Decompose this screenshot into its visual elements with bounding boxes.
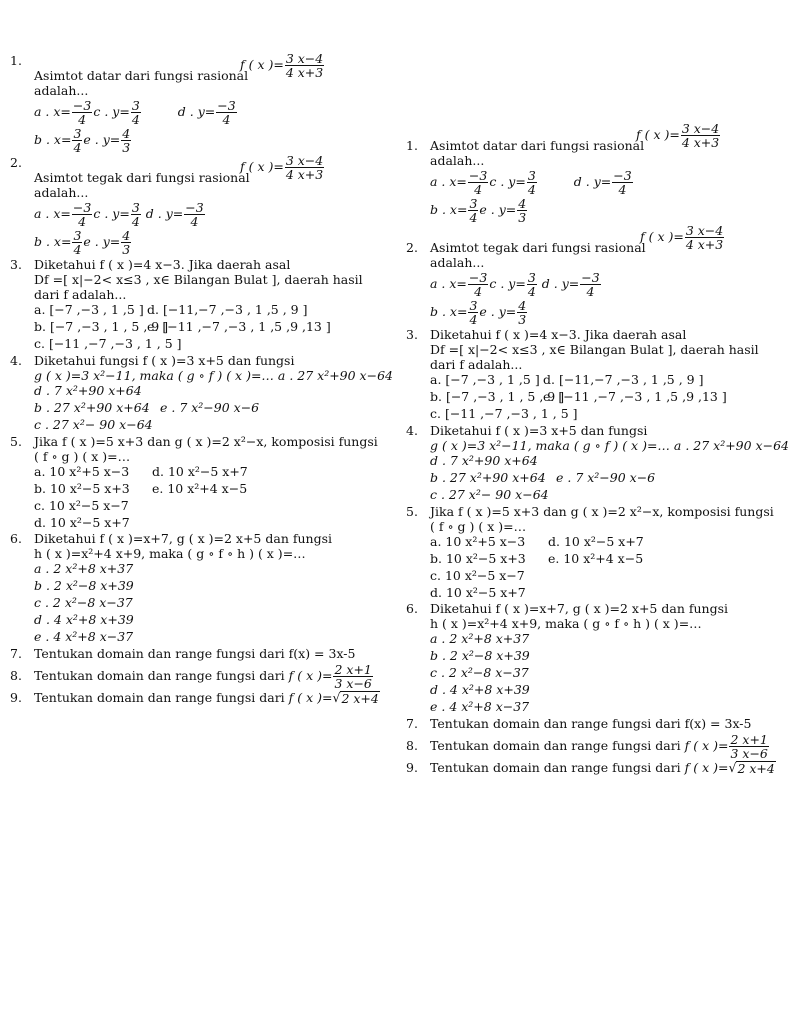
question-text: Tentukan domain dan range fungsi dari f ( x )= √ 2 x+4 [34,690,379,706]
option-a: a. 10 x²+5 x−3 [34,463,130,479]
question-text-cont: adalah... [430,254,485,270]
option-d-2: d. 10 x²−5 x+7 [34,514,130,530]
option-b: b. 10 x²−5 x+3 [34,480,130,496]
option-d: d . y= $\frac{-3}{4}$ [177,97,236,127]
option-b: b. [−7 ,−3 , 1 , 5 , 9 ] [34,318,169,334]
question-4 [406,423,789,504]
question-number: 9. [10,689,22,705]
option-d: d . y= $\frac{-3}{4}$ [145,199,204,229]
option-a: a . x= $\frac{-3}{4}$ [34,97,92,127]
option-b: b . x= $\frac{3}{4}$ [430,297,478,327]
option-e: e. 10 x²+4 x−5 [548,550,644,566]
question-text: Jika f ( x )=5 x+3 dan g ( x )=2 x²−x, komposisi fungsi [430,503,774,519]
option-a: a . x= $\frac{-3}{4}$ [34,199,92,229]
function-formula: f ( x )= $\frac{3 x-4}{4 x+3}$ [640,223,724,253]
fraction: $\frac{3 x-4}{4 x+3}$ [285,51,324,81]
option-b: b . 2 x²−8 x+39 [430,648,530,664]
option-c: c . 27 x²− 90 x−64 [34,417,153,433]
option-e: e . y= $\frac{4}{3}$ [83,227,131,257]
question-number: 6. [10,531,22,547]
option-b: b. 10 x²−5 x+3 [430,550,526,566]
question-text-cont: ( f ∘ g ) ( x )=… [34,448,131,464]
question-number: 4. [10,353,22,369]
question-text-cont: Df =[ x|−2< x≤3 , x∈ Bilangan Bulat ], daerah hasil [34,271,363,287]
option-a: a. [−7 ,−3 , 1 ,5 ] [430,371,540,387]
question-3 [406,327,759,422]
option-d: d. [−11,−7 ,−3 , 1 ,5 , 9 ] [147,301,308,317]
options-row [430,299,756,326]
question-9 [406,759,775,777]
question-text-cont: adalah... [34,82,89,98]
option-a: a . x= $\frac{-3}{4}$ [430,167,488,197]
option-c: c . y= $\frac{3}{4}$ [489,269,536,299]
option-e: e . 4 x²+8 x−37 [430,699,530,715]
left-copy [10,51,393,708]
option-a: a. [−7 ,−3 , 1 ,5 ] [34,301,144,317]
option-d: d . y= $\frac{-3}{4}$ [541,269,600,299]
question-text-cont: adalah... [34,184,89,200]
option-c: c . y= $\frac{3}{4}$ [489,167,536,197]
question-text: Tentukan domain dan range fungsi dari f ( x )= √ 2 x+4 [430,760,775,776]
question-text: Asimtot datar dari fungsi rasional [34,68,249,83]
question-text: Diketahui f ( x )=x+7, g ( x )=2 x+5 dan fungsi [430,601,728,617]
option-e: e. 10 x²+4 x−5 [152,480,248,496]
option-e: e . y= $\frac{4}{3}$ [479,297,527,327]
fraction: $\frac{2 x+1}{3 x-6}$ [334,661,372,691]
question-number: 5. [406,503,418,519]
option-c: c. 10 x²−5 x−7 [34,497,129,513]
question-8 [406,731,768,761]
option-b: b . 2 x²−8 x+39 [34,578,134,594]
question-text: Tentukan domain dan range fungsi dari f(x) = 3x-5 [34,645,356,661]
options-row [34,127,360,154]
question-number: 9. [406,759,418,775]
option-d: d . 4 x²+8 x+39 [34,612,134,628]
question-3 [10,257,363,352]
option-c: c . 2 x²−8 x−37 [430,665,529,681]
question-text: Asimtot tegak dari fungsi rasional [430,240,646,255]
option-c: c. [−11 ,−7 ,−3 , 1 , 5 ] [34,335,182,351]
question-8 [10,661,372,691]
question-text: Tentukan domain dan range fungsi dari f ( x )= $\frac{2 x+1}{3 x-6}$ [430,731,768,761]
question-number: 6. [406,601,418,617]
question-text: Diketahui f ( x )=4 x−3. Jika daerah asal [430,327,687,342]
question-4 [10,353,393,434]
question-9 [10,689,379,707]
question-number: 2. [406,240,418,255]
option-e: e . 4 x²+8 x−37 [34,629,134,645]
sqrt-icon: √ [332,690,341,706]
question-5 [406,503,774,602]
option-b: b . x= $\frac{3}{4}$ [34,227,82,257]
function-formula: f ( x )= $\frac{3 x-4}{4 x+3}$ [636,121,720,151]
question-text-cont: dari f adalah... [430,356,523,372]
question-number: 1. [10,53,22,68]
question-text: Diketahui f ( x )=3 x+5 dan fungsi [430,423,648,439]
fraction: $\frac{2 x+1}{3 x-6}$ [730,731,768,761]
option-e: e . y= $\frac{4}{3}$ [83,125,131,155]
option-d: d. 10 x²−5 x+7 [548,533,644,549]
question-6 [10,532,360,646]
question-text: Jika f ( x )=5 x+3 dan g ( x )=2 x²−x, komposisi fungsi [34,433,378,449]
option-d: d . 4 x²+8 x+39 [430,682,530,698]
question-number: 3. [10,257,22,272]
question-text: Asimtot tegak dari fungsi rasional [34,170,250,185]
question-7 [406,717,756,732]
option-c: c . y= $\frac{3}{4}$ [93,199,140,229]
question-2 [406,223,756,327]
question-text-cont: g ( x )=3 x²−11, maka ( g ∘ f ) ( x )=… a . 27 x²+90 x−64 [430,438,789,453]
question-number: 8. [10,667,22,683]
question-number: 3. [406,327,418,342]
option-a: a . x= $\frac{-3}{4}$ [430,269,488,299]
options-row [430,271,756,298]
sqrt-icon: √ [728,760,737,776]
option-c: c . 27 x²− 90 x−64 [430,487,549,503]
question-text: Tentukan domain dan range fungsi dari f(x) = 3x-5 [430,715,752,731]
option-d: d . y= $\frac{-3}{4}$ [573,167,632,197]
option-b: b . x= $\frac{3}{4}$ [34,125,82,155]
question-number: 2. [10,155,22,170]
question-number: 7. [10,645,22,661]
option-c: c . y= $\frac{3}{4}$ [93,97,140,127]
question-text-cont: h ( x )=x²+4 x+9, maka ( g ∘ f ∘ h ) ( x )=… [430,616,702,631]
fraction: $\frac{3 x-4}{4 x+3}$ [285,153,324,183]
question-2 [10,153,360,257]
function-formula: f ( x )= $\frac{3 x-4}{4 x+3}$ [240,153,324,183]
question-number: 4. [406,423,418,439]
question-number: 7. [406,715,418,731]
question-1 [406,121,756,225]
option-e: e . 7 x²−90 x−6 [556,470,656,486]
option-c: c. [−11 ,−7 ,−3 , 1 , 5 ] [430,405,578,421]
option-b: b. [−7 ,−3 , 1 , 5 , 9 ] [430,388,565,404]
option-b: b . 27 x²+90 x+64 [34,400,150,416]
option-e: e. [−11 ,−7 ,−3 , 1 ,5 ,9 ,13 ] [543,388,727,404]
question-text: Diketahui f ( x )=4 x−3. Jika daerah asal [34,257,291,272]
question-text-cont: adalah... [430,152,485,168]
options-row [34,201,360,228]
question-6 [406,602,756,716]
question-7 [10,647,360,662]
question-stem [34,153,360,201]
options-row [34,229,360,256]
option-c: c . 2 x²−8 x−37 [34,595,133,611]
option-a: a . 2 x²+8 x+37 [34,561,134,577]
option-d: d. [−11,−7 ,−3 , 1 ,5 , 9 ] [543,371,704,387]
question-text-cont: ( f ∘ g ) ( x )=… [430,518,527,534]
option-a: a . 2 x²+8 x+37 [430,631,530,647]
question-stem [430,121,756,169]
option-c: c. 10 x²−5 x−7 [430,567,525,583]
question-number: 5. [10,433,22,449]
options-row [34,99,360,126]
question-text: Tentukan domain dan range fungsi dari f ( x )= $\frac{2 x+1}{3 x-6}$ [34,661,372,691]
question-text: Asimtot datar dari fungsi rasional [430,138,645,153]
question-text-cont: dari f adalah... [34,286,127,302]
option-d: d . 7 x²+90 x+64 [430,453,538,469]
option-d-2: d. 10 x²−5 x+7 [430,584,526,600]
option-a: a. 10 x²+5 x−3 [430,533,526,549]
option-b: b . 27 x²+90 x+64 [430,470,546,486]
option-e: e. [−11 ,−7 ,−3 , 1 ,5 ,9 ,13 ] [147,318,331,334]
question-stem [34,51,360,99]
question-text-cont: Df =[ x|−2< x≤3 , x∈ Bilangan Bulat ], daerah hasil [430,341,759,357]
question-text-cont: h ( x )=x²+4 x+9, maka ( g ∘ f ∘ h ) ( x )=… [34,546,306,561]
question-1 [10,51,360,155]
question-text: Diketahui fungsi f ( x )=3 x+5 dan fungsi [34,353,295,369]
option-e: e . 7 x²−90 x−6 [160,400,260,416]
question-number: 1. [406,138,418,153]
question-5 [10,433,378,532]
option-e: e . y= $\frac{4}{3}$ [479,195,527,225]
function-formula: f ( x )= $\frac{3 x-4}{4 x+3}$ [240,51,324,81]
option-d: d. 10 x²−5 x+7 [152,463,248,479]
options-row [430,197,756,224]
question-number: 8. [406,737,418,753]
question-text-cont: g ( x )=3 x²−11, maka ( g ∘ f ) ( x )=… a . 27 x²+90 x−64 [34,368,393,383]
options-row [430,169,756,196]
option-d: d . 7 x²+90 x+64 [34,383,142,399]
option-b: b . x= $\frac{3}{4}$ [430,195,478,225]
question-stem [430,223,756,271]
question-text: Diketahui f ( x )=x+7, g ( x )=2 x+5 dan fungsi [34,531,332,547]
right-copy [406,121,789,778]
